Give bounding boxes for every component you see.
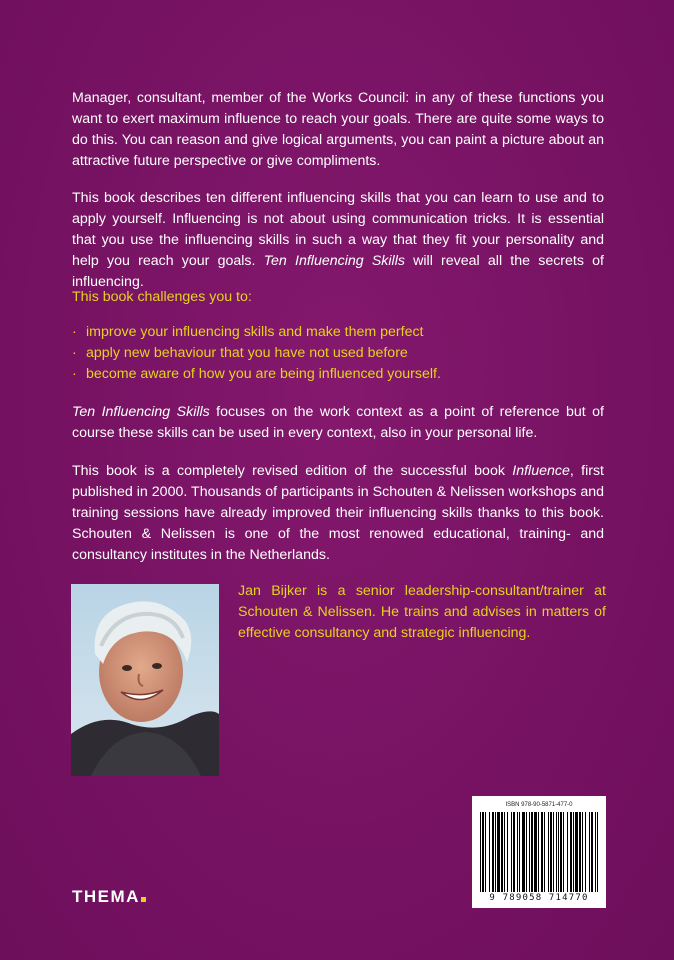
edition-text-start: This book is a completely revised edition of the successful book — [72, 463, 513, 479]
edition-paragraph — [72, 461, 604, 566]
list-item-text: improve your influencing skills and make them perfect — [86, 324, 424, 340]
isbn-label: ISBN 978-90-5871-477-0 — [505, 802, 573, 808]
barcode-number: 9 789058 714770 — [489, 893, 589, 903]
context-paragraph — [72, 402, 604, 444]
description-text-start: This book describes ten different influencing skills that you can learn to use and to apply yourself. Influencing is not about using communication tricks. It is essential that you use the influencing skills in such a way that they fit your personality and help you reach your goals. — [72, 190, 604, 269]
description-paragraph — [72, 188, 604, 293]
bullet-icon: · — [72, 366, 77, 382]
list-item — [72, 322, 604, 343]
list-item-text: become aware of how you are being influenced yourself. — [86, 366, 441, 382]
previous-title-italic: Influence — [512, 463, 570, 479]
intro-paragraph — [72, 88, 604, 172]
bullet-icon: · — [72, 345, 77, 361]
publisher-logo-text: THEMA — [72, 887, 140, 906]
book-title-italic: Ten Influencing Skills — [263, 253, 405, 269]
barcode-icon — [478, 812, 600, 892]
isbn-barcode — [472, 796, 606, 908]
context-text: focuses on the work context as a point of reference but of course these skills can be used in every context, also in your personal life. — [72, 404, 605, 441]
edition-text-end: , first published in 2000. Thousands of participants in Schouten & Nelissen workshops and training sessions have already improved their influencing skills thanks to this book. Schouten & Nelissen is one of the most renowed educational, training- and consultancy institutes in the Netherlands. — [72, 463, 604, 563]
list-item — [72, 364, 604, 385]
list-item-text: apply new behaviour that you have not used before — [86, 345, 408, 361]
challenge-list — [72, 322, 604, 385]
publisher-logo — [72, 887, 146, 907]
logo-dot-icon — [141, 897, 146, 902]
intro-text: Manager, consultant, member of the Works Council: in any of these functions you want to exert maximum influence to reach your goals. There are quite some ways to do this. You can reason and give logical arguments, you can paint a picture about an attractive future perspective or give compliments. — [72, 90, 604, 169]
author-portrait-icon — [71, 584, 219, 776]
bullet-icon: · — [72, 324, 77, 340]
book-title-italic: Ten Influencing Skills — [72, 404, 210, 420]
description-text-end: will reveal all the secrets of influencing. — [72, 253, 604, 290]
author-bio: Jan Bijker is a senior leadership-consultant/trainer at Schouten & Nelissen. He trains and advises in matters of effective consultancy and strategic influencing. — [238, 583, 606, 641]
author-photo — [71, 584, 219, 776]
list-item — [72, 343, 604, 364]
challenge-intro: This book challenges you to: — [72, 289, 252, 305]
